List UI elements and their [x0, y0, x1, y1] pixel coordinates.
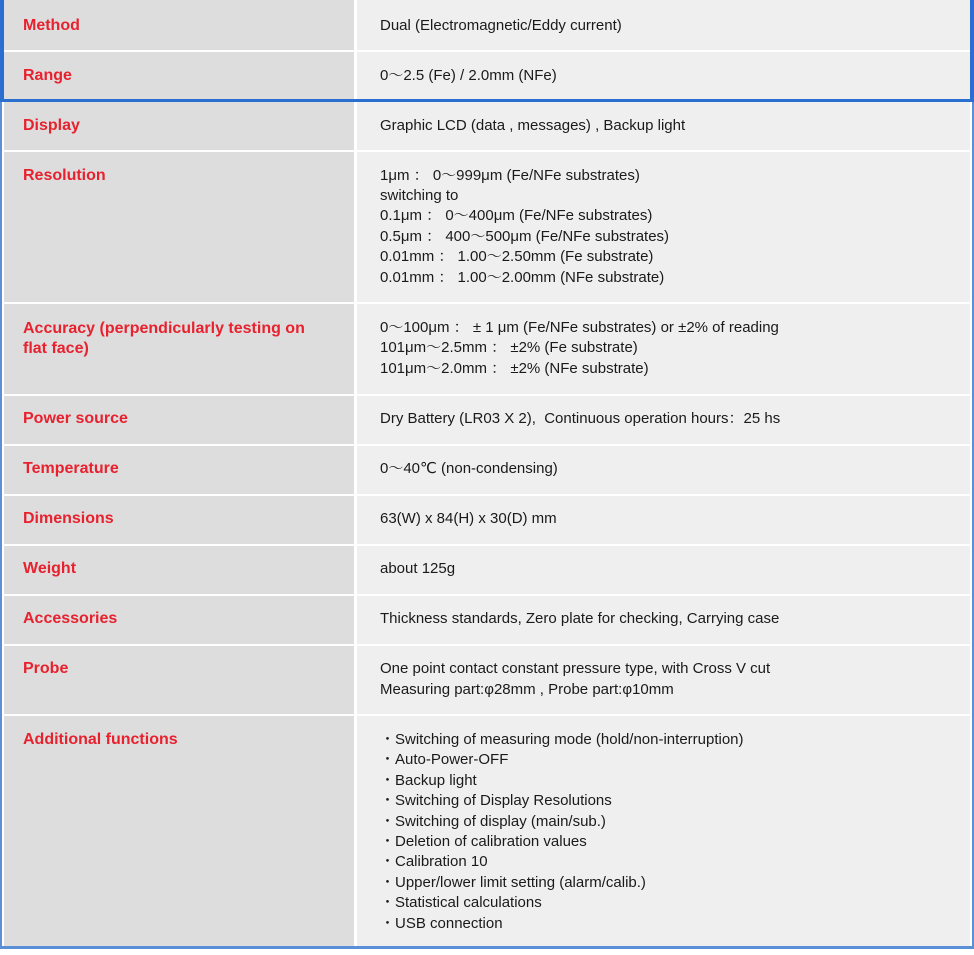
- row-value-power-source: Dry Battery (LR03 X 2), Continuous operation hours：25 hs: [380, 410, 781, 427]
- table-row: [0, 396, 974, 444]
- label-cell: [4, 0, 354, 50]
- row-value-line: 0.01mm ： 1.00〜2.00mm (NFe substrate): [380, 269, 665, 286]
- row-value-line: 0〜100μm ： ± 1 μm (Fe/NFe substrates) or ±2% of reading: [380, 319, 779, 336]
- row-label-resolution: Resolution: [23, 167, 106, 184]
- table-row: [0, 304, 974, 394]
- value-cell: [357, 304, 970, 394]
- list-item: ・Switching of measuring mode (hold/non-interruption): [380, 731, 744, 748]
- list-item: ・Backup light: [380, 772, 477, 789]
- row-label-display: Display: [23, 117, 80, 134]
- accent-border-bottom: [0, 99, 974, 102]
- row-value-line: 0.01mm ： 1.00〜2.50mm (Fe substrate): [380, 248, 654, 265]
- table-row: [0, 546, 974, 594]
- label-cell: [4, 646, 354, 714]
- row-value-line: 1μm ： 0〜999μm (Fe/NFe substrates): [380, 167, 640, 184]
- label-cell: [4, 102, 354, 150]
- accent-border-footer: [0, 946, 974, 949]
- table-row: [0, 646, 974, 714]
- row-value-accessories: Thickness standards, Zero plate for checking, Carrying case: [380, 610, 780, 627]
- row-value-line: 101μm〜2.5mm ： ±2% (Fe substrate): [380, 339, 638, 356]
- value-cell: [357, 596, 970, 644]
- list-item: ・Statistical calculations: [380, 894, 542, 911]
- list-item: ・Switching of display (main/sub.): [380, 813, 606, 830]
- table-row: [0, 0, 974, 50]
- row-value-temperature: 0〜40℃ (non-condensing): [380, 460, 558, 477]
- label-cell: [4, 446, 354, 494]
- table-row: [0, 152, 974, 302]
- value-cell: [357, 0, 970, 50]
- value-cell: [357, 716, 970, 946]
- row-label-method: Method: [23, 17, 80, 34]
- row-label-probe: Probe: [23, 660, 69, 677]
- label-cell: [4, 52, 354, 100]
- row-value-dimensions: 63(W) x 84(H) x 30(D) mm: [380, 510, 557, 527]
- table-row: [0, 102, 974, 150]
- row-value-range: 0〜2.5 (Fe) / 2.0mm (NFe): [380, 67, 557, 84]
- row-label-accuracy: Accuracy (perpendicularly testing on flat face): [23, 320, 305, 357]
- table-row: [0, 496, 974, 544]
- label-cell: [4, 596, 354, 644]
- value-cell: [357, 496, 970, 544]
- row-value-weight: about 125g: [380, 560, 456, 577]
- row-value-line: 101μm〜2.0mm ： ±2% (NFe substrate): [380, 360, 649, 377]
- row-label-weight: Weight: [23, 560, 77, 577]
- table-row: [0, 596, 974, 644]
- table-row: [0, 716, 974, 946]
- table-row: [0, 446, 974, 494]
- list-item: ・Calibration 10: [380, 853, 488, 870]
- accent-border-right: [970, 0, 974, 102]
- row-value-line: Measuring part:φ28mm , Probe part:φ10mm: [380, 681, 674, 698]
- row-label-temperature: Temperature: [23, 460, 119, 477]
- label-cell: [4, 304, 354, 394]
- label-cell: [4, 152, 354, 302]
- label-cell: [4, 546, 354, 594]
- row-value-line: switching to: [380, 187, 459, 204]
- table-row: [0, 52, 974, 100]
- accent-border-left: [0, 0, 4, 102]
- value-cell: [357, 52, 970, 100]
- row-value-line: 0.5μm ： 400〜500μm (Fe/NFe substrates): [380, 228, 670, 245]
- row-label-accessories: Accessories: [23, 610, 118, 627]
- label-cell: [4, 396, 354, 444]
- row-value-line: One point contact constant pressure type, with Cross V cut: [380, 660, 771, 677]
- row-label-power-source: Power source: [23, 410, 128, 427]
- value-cell: [357, 646, 970, 714]
- list-item: ・Auto-Power-OFF: [380, 751, 509, 768]
- accent-border-left-lower: [0, 102, 2, 948]
- value-cell: [357, 396, 970, 444]
- row-value-display: Graphic LCD (data , messages) , Backup light: [380, 117, 686, 134]
- value-cell: [357, 102, 970, 150]
- row-label-dimensions: Dimensions: [23, 510, 114, 527]
- value-cell: [357, 152, 970, 302]
- row-value-method: Dual (Electromagnetic/Eddy current): [380, 17, 622, 34]
- row-value-line: 0.1μm ： 0〜400μm (Fe/NFe substrates): [380, 207, 653, 224]
- list-item: ・Switching of Display Resolutions: [380, 792, 612, 809]
- list-item: ・USB connection: [380, 915, 503, 932]
- row-label-range: Range: [23, 67, 72, 84]
- list-item: ・Upper/lower limit setting (alarm/calib.): [380, 874, 646, 891]
- label-cell: [4, 496, 354, 544]
- value-cell: [357, 546, 970, 594]
- label-cell: [4, 716, 354, 946]
- row-label-additional-functions: Additional functions: [23, 731, 178, 748]
- value-cell: [357, 446, 970, 494]
- list-item: ・Deletion of calibration values: [380, 833, 587, 850]
